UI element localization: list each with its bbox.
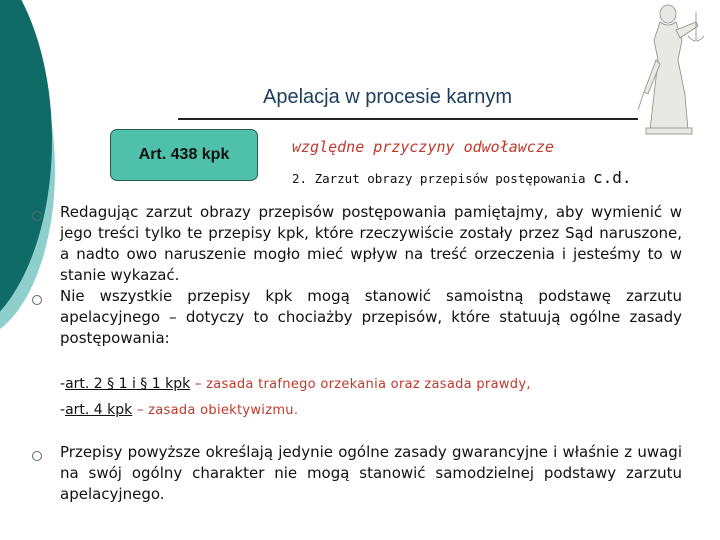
reference-dash: –: [132, 402, 149, 418]
reference-article-link[interactable]: art. 2 § 1 i § 1 kpk: [65, 376, 191, 392]
reference-line-1: [60, 376, 531, 392]
bullet-icon: [32, 295, 42, 305]
title-divider: [178, 118, 638, 120]
point-heading-suffix: c.d.: [593, 168, 632, 187]
paragraph-2: Nie wszystkie przepisy kpk mogą stanowić samoistną podstawę zarzutu apelacyjnego – dotyczy to chociażby przepisów, które statuują ogólne zasady postępowania:: [60, 287, 682, 347]
reference-text: zasada trafnego orzekania oraz zasada prawdy,: [206, 377, 531, 392]
reference-prefix: -: [60, 402, 66, 418]
reference-text: zasada obiektywizmu.: [148, 403, 299, 418]
reference-dash: –: [190, 376, 207, 392]
article-box: [110, 129, 258, 181]
paragraph-3: Przepisy powyższe określają jedynie ogólne zasady gwarancyjne i właśnie z uwagi na swój ogólny charakter nie mogą stanowić samodzielnej podstawy zarzutu apelacyjnego.: [60, 443, 682, 503]
reference-line-2: [60, 402, 298, 418]
reference-prefix: -: [60, 376, 66, 392]
point-heading-text: 2. Zarzut obrazy przepisów postępowania: [292, 171, 586, 186]
bullet-icon: [32, 211, 42, 221]
page-title: Apelacja w procesie karnym: [263, 86, 512, 108]
reference-article-link[interactable]: art. 4 kpk: [65, 402, 133, 418]
subheading-italic: względne przyczyny odwoławcze: [292, 138, 554, 156]
bullet-icon: [32, 451, 42, 461]
lady-justice-statue-icon: [630, 0, 710, 135]
point-heading: [292, 168, 632, 187]
paragraph-1: Redagując zarzut obrazy przepisów postępowania pamiętajmy, aby wymienić w jego treści tylko te przepisy kpk, które rzeczywiście zostały przez Sąd naruszone, a nadto owo naruszenie mogło mieć wpływ na treść orzeczenia i jesteśmy to w stanie wykazać.: [60, 203, 682, 284]
article-box-label: Art. 438 kpk: [138, 146, 230, 163]
